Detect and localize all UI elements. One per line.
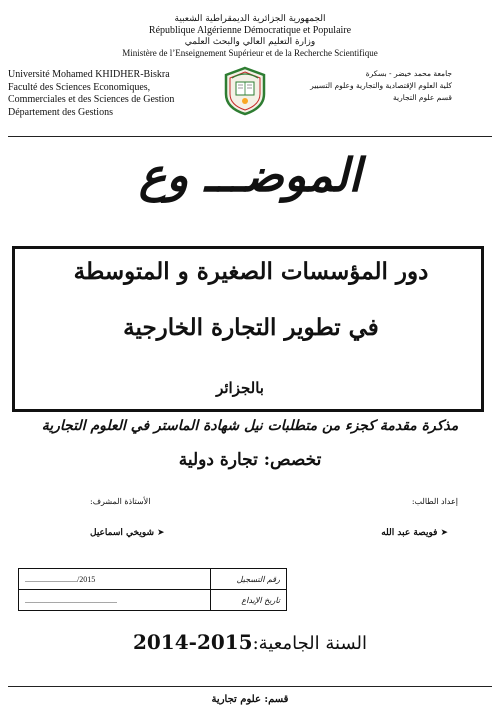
faculty-name-fr-line2: Commerciales et des Sciences de Gestion (8, 94, 175, 105)
deposit-date-label: تاريخ الإيداع (211, 590, 287, 611)
header-divider (8, 136, 492, 137)
student-name-row (381, 528, 448, 538)
registration-number-value: ........................../2015 (19, 569, 211, 590)
supervisor-label: الأستاذة المشرف: (90, 497, 151, 506)
student-label: إعداد الطالب: (411, 497, 458, 506)
speciality: تخصص: تجارة دولية (178, 450, 322, 470)
faculty-name-fr-line1: Faculté des Sciences Economiques, (8, 81, 151, 93)
table-row (19, 569, 287, 590)
table-row (19, 590, 287, 611)
academic-year-value: 2015-2014 (132, 630, 253, 654)
header-arabic-ministry: وزارة التعليم العالي والبحث العلمي (184, 37, 316, 47)
header-french-republic: République Algérienne Démocratique et Populaire (148, 25, 352, 36)
pointer-icon: ➤ (157, 528, 165, 538)
supervisor-name-row (90, 528, 165, 538)
student-name: فويصة عبد الله (381, 528, 438, 538)
topic-line-3: بالجزائر (216, 379, 264, 397)
topic-line-1: دور المؤسسات الصغيرة و المتوسطة (73, 258, 429, 285)
department-name-fr: Département des Gestions (8, 106, 113, 118)
institution-arabic-block (252, 68, 452, 104)
university-name-fr: Université Mohamed KHIDHER-Biskra (8, 69, 170, 80)
footer-department: قسم: علوم تجارية (211, 694, 289, 705)
topic-line-2: في تطوير التجارة الخارجية (123, 314, 379, 341)
cover-title-word: الموضـــ وع (138, 148, 362, 202)
academic-year-label: السنة الجامعية: (252, 633, 368, 654)
institution-french-block (8, 69, 174, 119)
supervisor-name: شويخي اسماعيل (90, 528, 155, 538)
university-name-ar: جامعة محمد خيضر - بسكرة (365, 69, 452, 78)
topic-line-3-wrapper (18, 379, 480, 397)
registration-table (18, 568, 287, 611)
memoir-statement: مذكرة مقدمة كجزء من متطلبات نيل شهادة الماستر في العلوم التجارية (41, 418, 459, 434)
footer-divider (8, 686, 492, 687)
academic-year (0, 630, 500, 654)
deposit-date-value: .............................................. (19, 590, 211, 611)
faculty-name-ar: كلية العلوم الإقتصادية والتجارية وعلوم التسيير (310, 81, 452, 90)
pointer-icon: ➤ (440, 528, 448, 538)
registration-number-label: رقم التسجيل (211, 569, 287, 590)
department-name-ar: قسم علوم التجارية (392, 93, 452, 102)
header-arabic-republic: الجمهورية الجزائرية الديمقراطية الشعبية (174, 14, 326, 24)
header-french-ministry: Ministère de l’Enseignement Supérieur et de la Recherche Scientifique (122, 48, 378, 58)
